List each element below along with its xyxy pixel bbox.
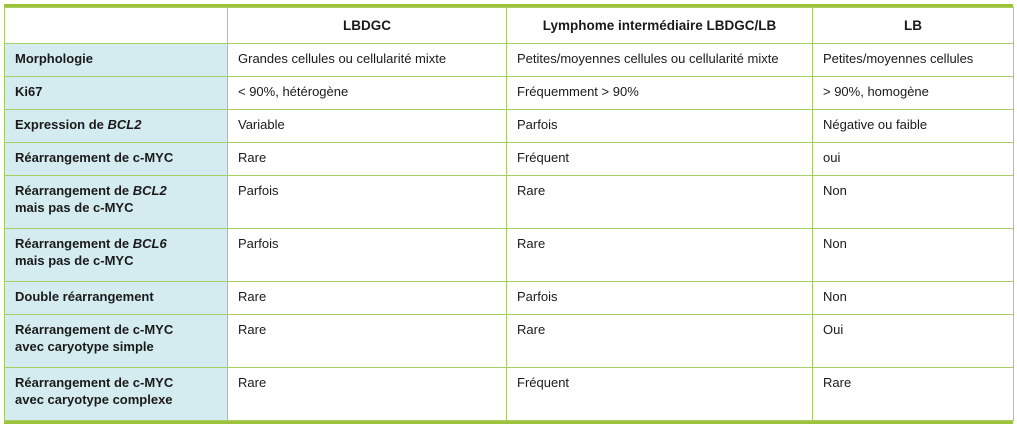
table-row [5,176,1014,229]
table-cell: oui [813,143,1014,176]
row-label-line2: avec caryotype simple [15,339,154,354]
row-label-line2: mais pas de c-MYC [15,200,134,215]
header-row [5,8,1014,44]
row-label-rearrangement-bcl2 [5,176,228,229]
table-cell: Grandes cellules ou cellularité mixte [228,44,507,77]
table-cell: Parfois [228,229,507,282]
table-row [5,315,1014,368]
row-label-prefix: Réarrangement de [15,183,133,198]
table-cell: < 90%, hétérogène [228,77,507,110]
row-label-double-rearrangement: Double réarrangement [5,282,228,315]
table-cell: Oui [813,315,1014,368]
table-cell: Non [813,176,1014,229]
lymphoma-comparison-table [4,7,1014,421]
column-header-intermediate: Lymphome intermédiaire LBDGC/LB [507,8,813,44]
table-cell: Parfois [228,176,507,229]
table-cell: Rare [507,176,813,229]
table-row [5,143,1014,176]
table-cell: Fréquent [507,368,813,421]
comparison-table-container [4,4,1013,424]
table-cell: Négative ou faible [813,110,1014,143]
table-cell: Rare [228,315,507,368]
table-row [5,110,1014,143]
table-row [5,282,1014,315]
row-label-ki67: Ki67 [5,77,228,110]
row-label-expression-bcl2 [5,110,228,143]
row-label-rearrangement-bcl6 [5,229,228,282]
column-header-lbdgc: LBDGC [228,8,507,44]
table-cell: Petites/moyennes cellules ou cellularité mixte [507,44,813,77]
table-cell: Rare [228,282,507,315]
table-cell: Variable [228,110,507,143]
table-row [5,77,1014,110]
row-label-prefix: Réarrangement de [15,236,133,251]
table-cell: Rare [507,315,813,368]
corner-cell [5,8,228,44]
table-row [5,44,1014,77]
row-label-gene: BCL6 [132,236,167,251]
table-row [5,229,1014,282]
row-label-line2: mais pas de c-MYC [15,253,134,268]
table-cell: Parfois [507,282,813,315]
table-cell: Petites/moyennes cellules [813,44,1014,77]
row-label-cmyc-simple-karyotype [5,315,228,368]
row-label-line2: avec caryotype complexe [15,392,173,407]
table-row [5,368,1014,421]
row-label-cmyc-complex-karyotype [5,368,228,421]
row-label-prefix: Expression de [15,117,108,132]
table-cell: Fréquent [507,143,813,176]
table-cell: Non [813,229,1014,282]
table-cell: Rare [507,229,813,282]
column-header-lb: LB [813,8,1014,44]
row-label-gene: BCL2 [132,183,167,198]
table-cell: Rare [228,368,507,421]
table-cell: Non [813,282,1014,315]
table-cell: Fréquemment > 90% [507,77,813,110]
row-label-morphologie: Morphologie [5,44,228,77]
table-cell: > 90%, homogène [813,77,1014,110]
table-cell: Rare [228,143,507,176]
row-label-line1: Réarrangement de c-MYC [15,375,174,390]
table-cell: Rare [813,368,1014,421]
table-cell: Parfois [507,110,813,143]
row-label-rearrangement-cmyc: Réarrangement de c-MYC [5,143,228,176]
row-label-line1: Réarrangement de c-MYC [15,322,174,337]
row-label-gene: BCL2 [107,117,142,132]
